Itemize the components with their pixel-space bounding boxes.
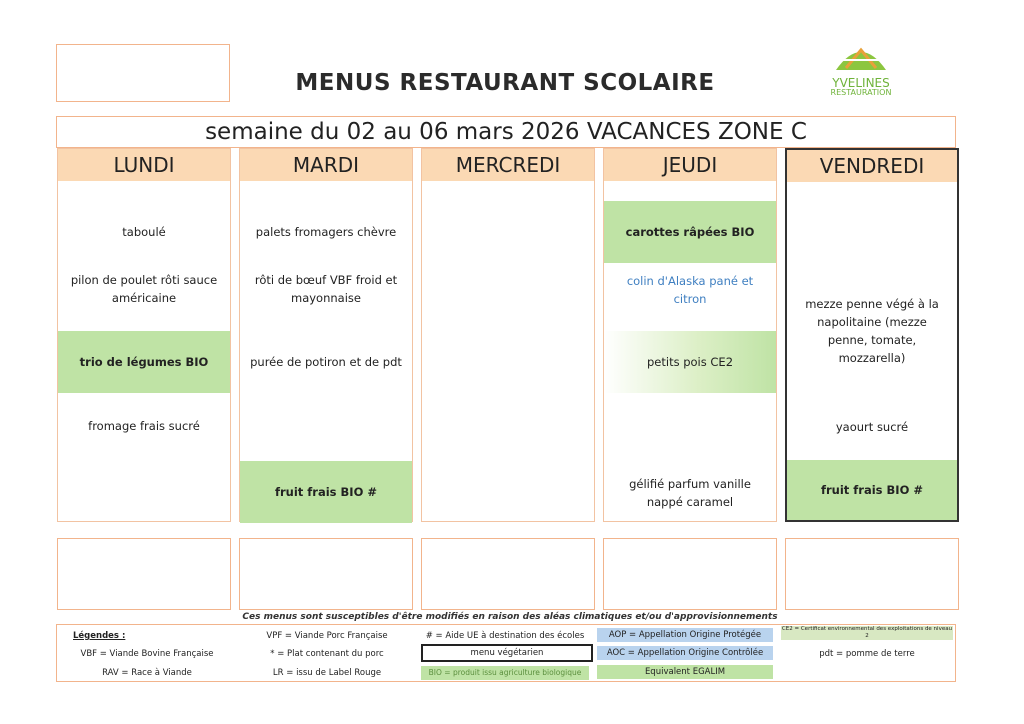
menu-item: fromage frais sucré — [88, 419, 200, 433]
menu-item: mezze penne végé à la napolitaine (mezze penne, tomate, mozzarella) — [805, 297, 939, 365]
day-column-lundi — [57, 148, 231, 522]
day-column-mercredi — [421, 148, 595, 522]
legend-lr: LR = issu de Label Rouge — [272, 668, 382, 678]
menu-item: fruit frais BIO # — [240, 461, 412, 523]
day-column-mardi — [239, 148, 413, 522]
legend-vpf: VPF = Viande Porc Française — [266, 631, 388, 641]
week-banner: semaine du 02 au 06 mars 2026 VACANCES ZONE C — [56, 116, 956, 148]
menu-item: yaourt sucré — [835, 420, 909, 434]
header-left-box — [56, 44, 230, 102]
menu-item: palets fromagers chèvre — [255, 225, 397, 239]
menu-item: carottes râpées BIO — [604, 201, 776, 263]
day-header: JEUDI — [604, 149, 776, 181]
legend-rav: RAV = Race à Viande — [102, 668, 192, 678]
legend-box — [56, 624, 956, 682]
logo-icon — [818, 38, 904, 74]
legend-bio: BIO = produit issu agriculture biologique — [421, 666, 589, 680]
menu-item: taboulé — [122, 225, 166, 239]
legend-aop: AOP = Appellation Origine Protégée — [597, 628, 773, 642]
legend-ce2: CE2 = Certificat environnemental des exploitations de niveau 2 — [781, 626, 953, 639]
logo — [818, 38, 904, 100]
legend-pdt: pdt = pomme de terre — [819, 649, 915, 659]
legend-vege: menu végétarien — [421, 644, 593, 662]
logo-line1: YVELINES — [832, 76, 890, 90]
legend-aoc: AOC = Appellation Origine Contrôlée — [597, 646, 773, 660]
day-header: VENDREDI — [787, 150, 957, 182]
legend-egalim: Equivalent EGALIM — [597, 665, 773, 679]
bottom-box-mardi — [239, 538, 413, 610]
legend-porc: * = Plat contenant du porc — [270, 649, 384, 659]
legend-vbf: VBF = Viande Bovine Française — [80, 649, 214, 659]
bottom-box-lundi — [57, 538, 231, 610]
bottom-box-mercredi — [421, 538, 595, 610]
day-header: MARDI — [240, 149, 412, 181]
disclaimer-note: Ces menus sont susceptibles d'être modifiés en raison des aléas climatiques et/ou d'approvisionnements — [242, 612, 778, 622]
menu-item: petits pois CE2 — [604, 331, 776, 393]
menu-item: gélifié parfum vanille nappé caramel — [629, 477, 751, 509]
legend-ue: # = Aide UE à destination des écoles — [425, 631, 585, 641]
bottom-box-vendredi — [785, 538, 959, 610]
menu-item: rôti de bœuf VBF froid et mayonnaise — [254, 273, 398, 305]
day-column-vendredi — [785, 148, 959, 522]
day-column-jeudi — [603, 148, 777, 522]
bottom-box-jeudi — [603, 538, 777, 610]
menu-item: pilon de poulet rôti sauce américaine — [70, 273, 218, 305]
page-title: MENUS RESTAURANT SCOLAIRE — [295, 70, 715, 96]
day-header: MERCREDI — [422, 149, 594, 181]
day-header: LUNDI — [58, 149, 230, 181]
menu-item: fruit frais BIO # — [787, 460, 957, 520]
menu-item: trio de légumes BIO — [58, 331, 230, 393]
legend-title: Légendes : — [73, 631, 126, 641]
menu-item: colin d'Alaska pané et citron — [626, 274, 754, 306]
logo-line2: RESTAURATION — [830, 88, 892, 97]
menu-item: purée de potiron et de pdt — [250, 355, 402, 369]
